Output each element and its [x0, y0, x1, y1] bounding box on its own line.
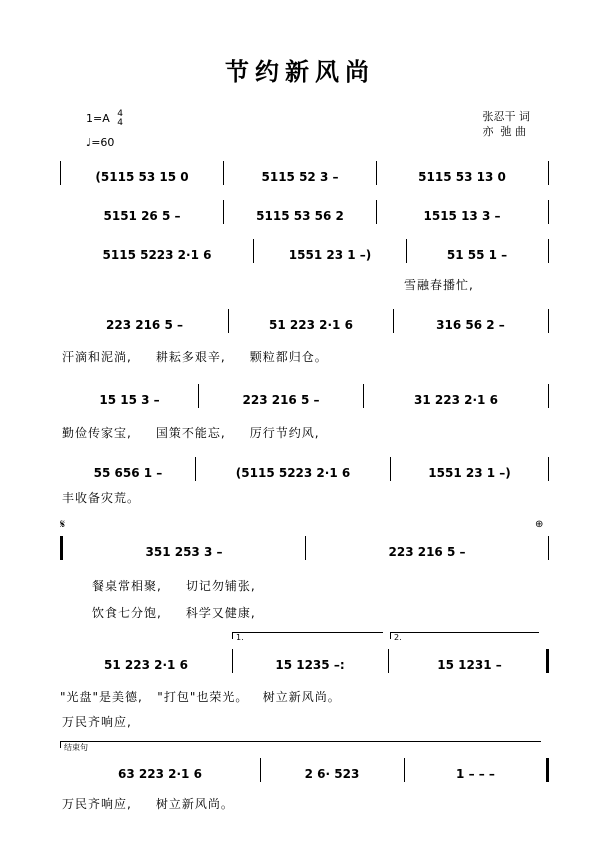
measure: 223 216 5 – [242, 393, 320, 407]
volta-first-label: 1. [236, 633, 244, 642]
measure: 55 656 1 – [93, 466, 163, 480]
score-line-1 [60, 165, 550, 189]
barline [390, 457, 391, 481]
coda-sign: ⊕ [535, 519, 544, 530]
barline [548, 536, 549, 560]
lyric-line: 饮食七分饱, 科学又健康, [92, 606, 256, 620]
time-bottom: 4 [117, 118, 123, 128]
measure: 5151 26 5 – [103, 209, 181, 223]
barline [548, 200, 549, 224]
final-barline [546, 649, 549, 673]
barline [393, 309, 394, 333]
final-barline [546, 758, 549, 782]
measure: 31 223 2·1 6 [414, 393, 498, 407]
measure: 1551 23 1 –) [428, 466, 511, 480]
barline [376, 161, 377, 185]
lyric-line: 勤俭传家宝, 国策不能忘, 厉行节约风, [62, 426, 320, 440]
barline [198, 384, 199, 408]
measure: (5115 53 15 0 [95, 170, 189, 184]
barline [223, 161, 224, 185]
measure: 51 223 2·1 6 [104, 658, 188, 672]
score-line-7 [60, 540, 550, 564]
barline [548, 309, 549, 333]
volta-second-label: 2. [394, 633, 402, 642]
measure: 15 15 3 – [99, 393, 160, 407]
lyric-line: "光盘"是美德, "打包"也荣光。 树立新风尚。 [60, 690, 341, 704]
score-line-2 [60, 204, 550, 228]
score-line-4 [60, 313, 550, 337]
measure: 51 223 2·1 6 [269, 318, 353, 332]
tempo-mark: ♩=60 [86, 136, 115, 149]
barline [548, 384, 549, 408]
barline [548, 239, 549, 263]
lyric-line: 丰收备灾荒。 [62, 491, 141, 505]
barline [195, 457, 196, 481]
measure: 1515 13 3 – [423, 209, 501, 223]
measure: 15 1231 – [437, 658, 502, 672]
score-line-6 [60, 461, 550, 485]
lyric-line: 万民齐响应, [62, 715, 132, 729]
lyric-line: 汗滴和泥淌, 耕耘多艰辛, 颗粒都归仓。 [62, 350, 328, 364]
ending-bracket [60, 741, 541, 752]
measure: 5115 5223 2·1 6 [102, 248, 212, 262]
barline [363, 384, 364, 408]
key-signature [86, 110, 123, 128]
barline [228, 309, 229, 333]
barline [548, 161, 549, 185]
measure: 1551 23 1 –) [288, 248, 372, 262]
time-signature [117, 110, 123, 128]
score-line-5 [60, 388, 550, 412]
measure: 223 216 5 – [106, 318, 183, 332]
repeat-end-barline [388, 649, 389, 673]
barline [406, 239, 407, 263]
measure: 63 223 2·1 6 [118, 767, 202, 781]
measure: 2 6· 523 [304, 767, 360, 781]
song-title: 节约新风尚 [225, 58, 375, 86]
barline [260, 758, 261, 782]
volta-second [390, 632, 539, 642]
barline [253, 239, 254, 263]
score-line-3 [60, 243, 550, 267]
measure: 223 216 5 – [388, 545, 466, 559]
time-top: 4 [117, 109, 123, 119]
barline [232, 649, 233, 673]
lyricist-credit: 张忍干 词 [482, 110, 530, 123]
barline [548, 457, 549, 481]
measure: (5115 5223 2·1 6 [235, 466, 351, 480]
composer-credit: 亦 弛 曲 [482, 125, 526, 138]
measure: 51 55 1 – [446, 248, 508, 262]
lyric-line: 雪融春播忙, [404, 278, 474, 292]
measure: 5115 52 3 – [261, 170, 339, 184]
barline [223, 200, 224, 224]
measure: 1 – – – [456, 767, 495, 781]
repeat-start-barline [60, 536, 63, 560]
credits [483, 109, 531, 139]
lyric-line: 餐桌常相聚, 切记勿铺张, [92, 579, 256, 593]
segno-sign: 𝄋 [60, 517, 66, 531]
barline [305, 536, 306, 560]
barline [404, 758, 405, 782]
measure: 351 253 3 – [145, 545, 223, 559]
ending-note: 结束句 [64, 743, 88, 752]
key-label: 1=A [86, 112, 110, 125]
measure: 15 1235 –: [275, 658, 345, 672]
volta-first [232, 632, 383, 642]
barline [376, 200, 377, 224]
barline [60, 161, 61, 185]
measure: 5115 53 56 2 [256, 209, 344, 223]
measure: 316 56 2 – [436, 318, 505, 332]
score-line-8 [60, 653, 550, 677]
score-line-9 [60, 762, 550, 786]
measure: 5115 53 13 0 [418, 170, 506, 184]
lyric-line: 万民齐响应, 树立新风尚。 [62, 797, 234, 811]
